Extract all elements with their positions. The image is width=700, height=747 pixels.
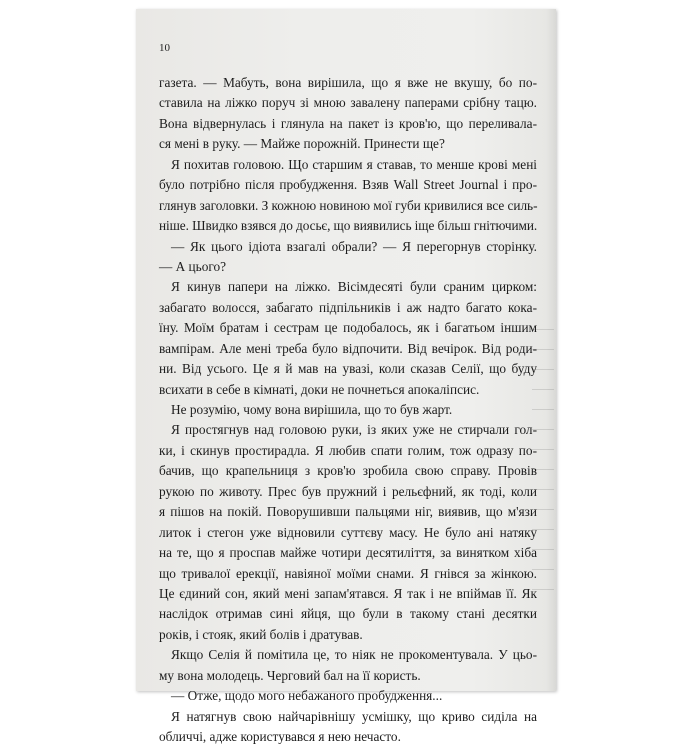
text-line: що тривалої ерекції, навіяної моїми снами. Я гнівся за жінкою. [159, 565, 537, 581]
text-line: Не розумію, чому вона вирішила, що то був жарт. [171, 402, 453, 417]
text-line: газета. — Мабуть, вона вирішила, що я вже не вкушу, бо по- [159, 75, 537, 90]
text-line: забагато волосся, забагато підпільників і аж надто багато кока- [159, 299, 537, 315]
text-line: років, і стояк, який болів і дратував. [159, 626, 363, 642]
text-line: обличчі, адже користувався я нею нечасто. [159, 729, 401, 744]
text-line: на те, що я проспав майже чотири десятиліття, за винятком хіба [159, 545, 537, 561]
text-line: Я кинув папери на ліжко. Вісімдесяті були сраним цирком: [171, 279, 537, 295]
text-line: ки, і скинув простирадла. Я любив спати голим, тож одразу по- [159, 442, 537, 458]
body-text [159, 73, 537, 747]
text-line: глянув заголовки. З кожною новиною мої губи кривилися все силь- [159, 197, 538, 213]
text-line: рукою по животу. Прес був пружний і рельєфний, як тоді, коли [159, 483, 537, 499]
text-line: ставила на ліжко поруч зі мною завалену паперами срібну тацю. [159, 95, 537, 111]
text-line: Я похитав головою. Що старшим я ставав, то менше крові мені [171, 156, 537, 172]
text-line: всихати в себе в кімнаті, доки не почнеться апокаліпсис. [159, 381, 480, 397]
text-line: — А цього? [159, 258, 227, 274]
text-line: було потрібно після пробудження. Взяв Wall Street Journal і про- [159, 177, 537, 193]
text-line: Це єдиний сон, який мені запам'ятався. Я так і не впіймав її. Як [159, 585, 537, 601]
text-line: ніше. Швидко взявся до досьє, що виявились іще більш гнітючими. [159, 218, 538, 234]
text-line: ся мені в руку. — Майже порожній. Принести ще? [159, 136, 445, 152]
text-line: їну. Моїм братам і сестрам це подобалось, як і багатьом іншим [159, 320, 537, 336]
text-line: — Отже, щодо мого небажаного пробудження... [171, 688, 443, 704]
text-line: Якщо Селія й помітила це, то ніяк не прокоментувала. У цьо- [171, 647, 537, 663]
text-line: вампірам. Але мені треба було відпочити. Від вечірок. Від роди- [159, 340, 537, 356]
text-line: Я натягнув свою найчарівнішу усмішку, що криво сиділа на [171, 708, 537, 724]
text-line: Вона відвернулась і глянула на пакет із кров'ю, що переливала- [159, 115, 537, 131]
page-number: 10 [159, 42, 170, 54]
text-line: литок і стегон уже відновили суттєву масу. Не було ані натяку [159, 524, 537, 540]
text-line: му вона молодець. Черговий бал на її користь. [159, 667, 421, 683]
text-line: бачив, що крапельниця з кров'ю зробила свою справу. Провів [159, 463, 537, 479]
text-line: наслідок отримав сині яйця, що були в такому стані десятки [159, 606, 537, 622]
book-page [136, 9, 556, 744]
text-line: Я простягнув над головою руки, із яких уже не стирчали гол- [171, 422, 537, 438]
text-line: я пішов на покій. Поворушивши пальцями ніг, виявив, що м'язи [159, 504, 537, 520]
text-line: ни. Від усього. Це я й мав на увазі, коли сказав Селії, що буду [159, 361, 537, 377]
text-line: — Як цього ідіота взагалі обрали? — Я перегорнув сторінку. [171, 238, 537, 254]
